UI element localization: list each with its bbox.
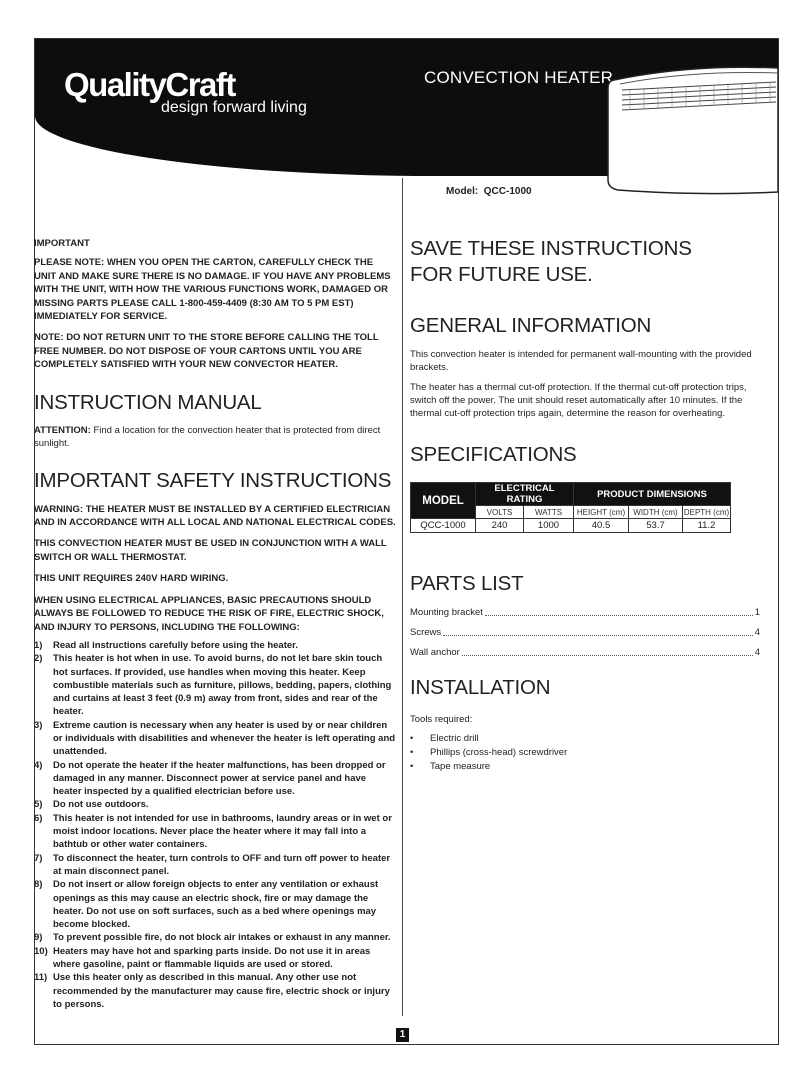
spec-cell: 240 xyxy=(476,519,524,533)
safety-item-text: Heaters may have hot and sparking parts inside. Do not use it in areas where gasoline, paint or flammable liquids are used or stored. xyxy=(53,945,371,971)
attention-text: Find a location for the convection heater that is protected from direct sunlight. xyxy=(34,424,381,449)
part-quantity: 4 xyxy=(754,647,760,658)
warning-240v: THIS UNIT REQUIRES 240V HARD WIRING. xyxy=(34,573,229,585)
installation-heading: INSTALLATION xyxy=(410,676,551,699)
spec-header-model: MODEL xyxy=(411,483,476,519)
page-number: 1 xyxy=(396,1028,409,1042)
safety-item-text: Extreme caution is necessary when any heater is used by or near children or individuals with disabilities and whenever the heater is left operating and unattended. xyxy=(53,719,396,758)
parts-list-item xyxy=(410,606,760,619)
model-label: Model: xyxy=(446,186,479,197)
spec-subheader: VOLTS xyxy=(476,506,524,519)
safety-item-number: 2) xyxy=(34,653,43,665)
spec-cell: 53.7 xyxy=(629,519,683,533)
spec-cell: 11.2 xyxy=(683,519,731,533)
brand-tagline: design forward living xyxy=(161,99,307,116)
safety-item-number: 8) xyxy=(34,879,43,891)
warning-electrician: WARNING: THE HEATER MUST BE INSTALLED BY A CERTIFIED ELECTRICIAN AND IN ACCORDANCE WITH ALL LOCAL AND NATIONAL ELECTRICAL CODES. xyxy=(34,503,396,529)
parts-list-heading: PARTS LIST xyxy=(410,572,524,595)
tool-item: • Phillips (cross-head) screwdriver xyxy=(410,746,760,760)
spec-header-dimensions: PRODUCT DIMENSIONS xyxy=(574,483,731,506)
safety-item xyxy=(34,798,396,811)
save-instructions-heading-2: FOR FUTURE USE. xyxy=(410,263,593,286)
safety-item xyxy=(34,878,396,931)
carton-notice: PLEASE NOTE: WHEN YOU OPEN THE CARTON, CAREFULLY CHECK THE UNIT AND MAKE SURE THERE IS NO DAMAGE. IF YOU HAVE ANY PROBLEMS WITH THE UNIT, WITH HOW THE VARIOUS FUNCTIONS WORK, DAMAGED OR MISSING PARTS PLEASE CALL 1-800-459-4409 (8:30 AM TO 5 PM EST) IMMEDIATELY FOR SERVICE. xyxy=(34,257,391,323)
spec-subheader: WIDTH (cm) xyxy=(629,506,683,519)
spec-subheader: WATTS xyxy=(524,506,574,519)
safety-item xyxy=(34,652,396,718)
safety-item-number: 7) xyxy=(34,852,43,864)
safety-item-text: This heater is not intended for use in bathrooms, laundry areas or in wet or moist indoor locations. Never place the heater where it may fall into a bathtub or other water containers. xyxy=(53,812,392,851)
safety-item-number: 5) xyxy=(34,799,43,811)
part-quantity: 4 xyxy=(754,627,760,638)
model-value: QCC-1000 xyxy=(483,186,532,197)
safety-list xyxy=(34,639,396,1011)
spec-header-electrical: ELECTRICAL RATING xyxy=(476,483,574,506)
attention-paragraph xyxy=(34,424,396,450)
spec-subheader: DEPTH (cm) xyxy=(683,507,730,517)
safety-item xyxy=(34,759,396,799)
spec-cell: QCC-1000 xyxy=(411,519,476,533)
safety-item xyxy=(34,945,396,972)
safety-item xyxy=(34,719,396,759)
safety-item xyxy=(34,931,396,944)
dot-leader xyxy=(485,606,753,616)
safety-item-number: 6) xyxy=(34,812,43,824)
specifications-table xyxy=(410,482,731,533)
safety-item xyxy=(34,639,396,652)
specifications-heading: SPECIFICATIONS xyxy=(410,443,577,466)
safety-item-text: Do not operate the heater if the heater malfunctions, has been dropped or damaged in any manner. Disconnect power at service panel and have heater inspected by a qualified electrician before use. xyxy=(53,759,386,798)
safety-item-number: 3) xyxy=(34,719,43,731)
warning-precautions: WHEN USING ELECTRICAL APPLIANCES, BASIC PRECAUTIONS SHOULD ALWAYS BE FOLLOWED TO REDUCE THE RISK OF FIRE, ELECTRIC SHOCK, AND INJURY TO PERSONS, INCLUDING THE FOLLOWING: xyxy=(34,594,384,633)
tools-list xyxy=(410,732,760,774)
parts-list-item xyxy=(410,626,760,639)
warning-thermostat: THIS CONVECTION HEATER MUST BE USED IN CONJUNCTION WITH A WALL SWITCH OR WALL THERMOSTAT. xyxy=(34,538,387,563)
spec-cell: 40.5 xyxy=(574,519,629,533)
general-info-heading: GENERAL INFORMATION xyxy=(410,314,652,337)
important-label: IMPORTANT xyxy=(34,238,90,249)
left-column xyxy=(34,237,396,1011)
safety-item-number: 9) xyxy=(34,932,43,944)
safety-item-text: Use this heater only as described in this manual. Any other use not recommended by the manufacturer may cause fire, electric shock or injury to persons. xyxy=(53,972,390,1010)
general-info-p2: The heater has a thermal cut-off protection. If the thermal cut-off protection trips, switch off the power. The unit should reset automatically after 10 minutes. If the thermal cut-off protection trips again, determine the reason for overheating. xyxy=(410,382,747,419)
safety-item-number: 10) xyxy=(34,945,48,957)
part-name: Screws xyxy=(410,627,442,638)
safety-item-text: This heater is hot when in use. To avoid burns, do not let bare skin touch hot surfaces. If provided, use handles when moving this heater. Keep combustible materials such as furniture, pillows, bedding, papers, clothing and curtains at least 3 feet (0.9 m) away from front, sides and rear of the heater. xyxy=(53,653,392,718)
heater-illustration xyxy=(600,62,778,200)
safety-item xyxy=(34,812,396,852)
product-title: CONVECTION HEATER xyxy=(424,68,614,87)
safety-item-text: Do not use outdoors. xyxy=(53,799,149,811)
part-name: Wall anchor xyxy=(410,647,460,658)
safety-item-text: Do not insert or allow foreign objects to enter any ventilation or exhaust openings as this may cause an electric shock, fire or may damage the heater. Do not use on soft surfaces, such as a bed where openings may become blocked. xyxy=(53,879,379,931)
dot-leader xyxy=(443,626,753,636)
general-info-p1: This convection heater is intended for permanent wall-mounting with the provided brackets. xyxy=(410,349,752,373)
instruction-manual-heading: INSTRUCTION MANUAL xyxy=(34,390,262,414)
safety-item-number: 1) xyxy=(34,639,43,651)
tool-item: • Tape measure xyxy=(410,760,760,774)
column-divider xyxy=(402,178,403,1016)
parts-list-item xyxy=(410,646,760,659)
part-name: Mounting bracket xyxy=(410,607,483,618)
safety-item-text: Read all instructions carefully before using the heater. xyxy=(53,639,298,651)
safety-item-text: To prevent possible fire, do not block air intakes or exhaust in any manner. xyxy=(53,932,391,944)
safety-item-number: 11) xyxy=(34,972,48,984)
spec-subheader: HEIGHT (cm) xyxy=(574,506,629,519)
part-quantity: 1 xyxy=(754,607,760,618)
brand-logo: QualityCraft xyxy=(64,66,235,103)
safety-item-number: 4) xyxy=(34,759,43,771)
return-notice: NOTE: DO NOT RETURN UNIT TO THE STORE BEFORE CALLING THE TOLL FREE NUMBER. DO NOT DISPOSE OF YOUR CARTONS UNTIL YOU ARE COMPLETELY SATISFIED WITH YOUR NEW CONVECTOR HEATER. xyxy=(34,332,379,371)
model-line xyxy=(446,186,532,197)
safety-item-text: To disconnect the heater, turn controls to OFF and turn off power to heater at main disconnect panel. xyxy=(53,852,391,877)
safety-item xyxy=(34,971,396,1011)
safety-heading: IMPORTANT SAFETY INSTRUCTIONS xyxy=(34,468,392,492)
dot-leader xyxy=(462,646,753,656)
tool-item: • Electric drill xyxy=(410,732,760,746)
parts-list xyxy=(410,606,760,659)
tools-required-label: Tools required: xyxy=(410,714,473,725)
right-column xyxy=(410,236,760,774)
spec-cell: 1000 xyxy=(524,519,574,533)
attention-label: ATTENTION: xyxy=(34,424,91,436)
save-instructions-heading-1: SAVE THESE INSTRUCTIONS xyxy=(410,237,692,260)
safety-item xyxy=(34,852,396,879)
